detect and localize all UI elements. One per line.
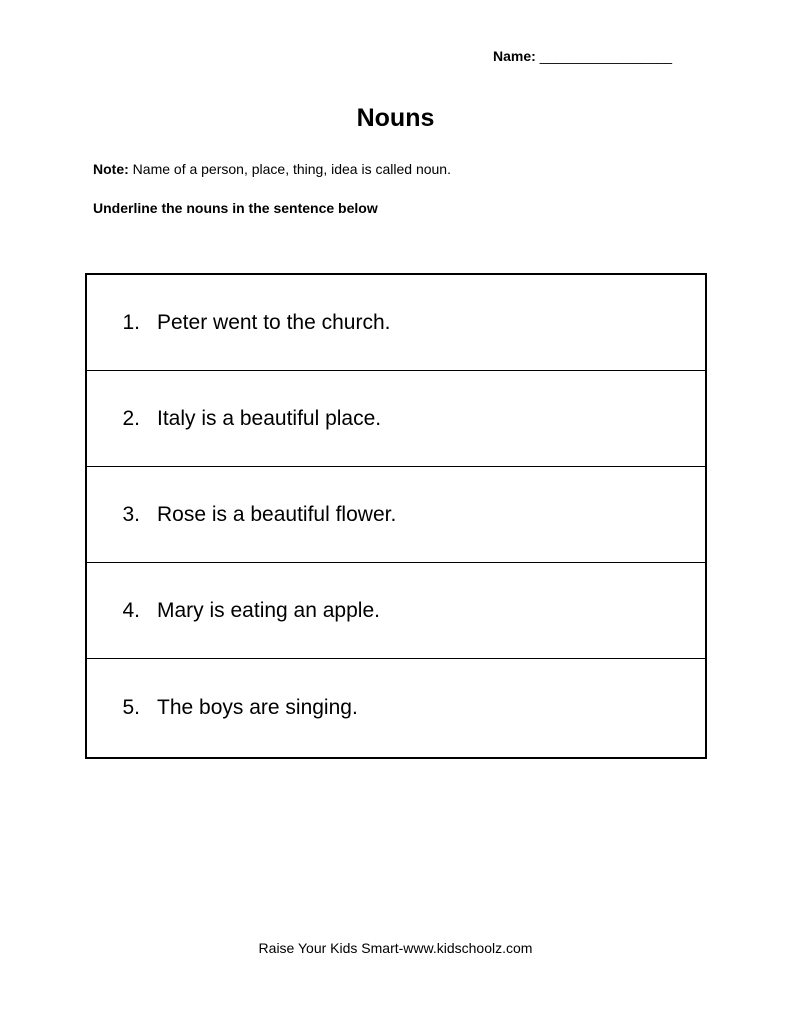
- page-title: Nouns: [356, 104, 435, 132]
- sentence-number: 2.: [122, 406, 140, 430]
- sentence-text: Italy is a beautiful place.: [157, 406, 382, 430]
- sentence-row: [87, 563, 705, 659]
- sentence-table: [85, 273, 707, 759]
- sentence-row: [87, 371, 705, 467]
- sentence-row: [87, 275, 705, 371]
- sentence-number: 5.: [122, 696, 140, 719]
- sentence-text: Peter went to the church.: [157, 310, 391, 334]
- sentence-row: [87, 659, 705, 757]
- sentence-number: 3.: [122, 502, 140, 526]
- instruction: Underline the nouns in the sentence below: [93, 200, 378, 216]
- footer: Raise Your Kids Smart-www.kidschoolz.com: [258, 940, 533, 956]
- sentence-text: The boys are singing.: [157, 696, 358, 719]
- sentence-text: Mary is eating an apple.: [157, 598, 380, 622]
- name-label: Name:: [493, 48, 536, 64]
- note-label: Note:: [93, 161, 129, 177]
- sentence-number: 4.: [122, 598, 140, 622]
- name-field: [493, 48, 672, 64]
- sentence-number: 1.: [122, 310, 140, 334]
- sentence-row: [87, 467, 705, 563]
- note: [93, 161, 451, 177]
- note-text: Name of a person, place, thing, idea is called noun.: [132, 161, 451, 177]
- sentence-text: Rose is a beautiful flower.: [157, 502, 397, 526]
- name-blank-line: _________________: [539, 48, 673, 64]
